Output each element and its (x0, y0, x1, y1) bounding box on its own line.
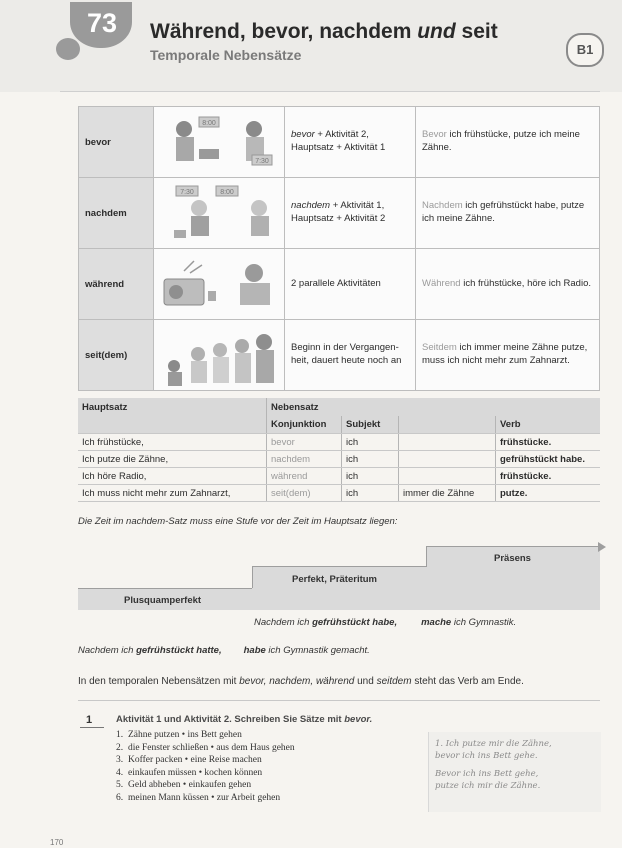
example-text: ich frühstücke, höre ich Radio. (460, 277, 591, 289)
example-1c: mache (421, 617, 452, 628)
clock-label: 7:30 (180, 189, 194, 196)
cell-konjunktion: bevor (267, 434, 342, 451)
cell-hauptsatz: Ich putze die Zähne, (78, 451, 267, 468)
example-cell (416, 178, 600, 249)
exercise-item (116, 792, 295, 805)
handwritten-line: Bevor ich ins Bett gehe, (435, 769, 539, 779)
rule-italic: nachdem (291, 200, 331, 212)
title-part1: Während, bevor, nachdem (150, 20, 418, 43)
clock-label: 8:00 (202, 120, 216, 127)
conjunction-word: nachdem (79, 178, 154, 249)
instruction-text: Aktivität 1 und Aktivität 2. Schreiben Sie Sätze mit (116, 714, 345, 725)
example-text: ich frühstücke, putze ich meine Zähne. (422, 129, 580, 153)
label-perfekt: Perfekt, Präteritum (292, 574, 378, 585)
example-2b: gefrühstückt hatte, (136, 645, 222, 656)
item-number: 4. (116, 767, 124, 778)
summary-text (78, 676, 524, 687)
cell-konjunktion: während (267, 468, 342, 485)
illustration-cell (154, 320, 285, 391)
header-verb: Verb (496, 416, 601, 434)
handwritten-line: bevor ich ins Bett gehe. (435, 751, 538, 761)
exercise-item (116, 754, 295, 767)
illustration-bevor (154, 107, 284, 177)
summary-bevor: bevor, (239, 676, 270, 687)
conjunction-row (79, 320, 600, 391)
cell-konjunktion: nachdem (267, 451, 342, 468)
illustration-cell (154, 249, 285, 320)
example-cell (416, 107, 600, 178)
timeline-line (252, 566, 253, 588)
header-konjunktion: Konjunktion (267, 416, 342, 434)
summary-pre: In den temporalen Nebensätzen mit (78, 676, 240, 687)
structure-row (78, 485, 600, 502)
timeline-line (252, 566, 426, 567)
example-2c: habe (243, 645, 266, 656)
example-text: ich immer meine Zähne putze, muss ich nicht mehr zum Zahnarzt. (422, 342, 588, 366)
conjunction-word: seit(dem) (79, 320, 154, 391)
exercise-instruction (116, 714, 372, 725)
handwritten-line: 1. Ich putze mir die Zähne, (435, 739, 552, 749)
item-text: Geld abheben • einkaufen gehen (128, 780, 252, 790)
rule-cell (285, 320, 416, 391)
cell-subjekt: ich (342, 434, 399, 451)
example-cell (416, 249, 600, 320)
cell-verb: gefrühstückt habe. (496, 451, 601, 468)
level-badge: B1 (566, 33, 604, 67)
example-cell (416, 320, 600, 391)
conjunction-table (78, 106, 600, 391)
summary-seitdem: seitdem (376, 676, 412, 687)
handwritten-line: putze ich mir die Zähne. (435, 781, 541, 791)
conjunction-row (79, 178, 600, 249)
structure-row (78, 451, 600, 468)
cell-middle (399, 434, 496, 451)
example-conjunction: Bevor (422, 129, 447, 141)
rule-text: + Aktivität 2, Hauptsatz + Aktivität 1 (291, 129, 386, 153)
cell-middle: immer die Zähne (399, 485, 496, 502)
header-nebensatz: Nebensatz (267, 398, 601, 416)
timeline-line (426, 546, 598, 547)
illustration-cell (154, 178, 285, 249)
title-und: und (417, 20, 456, 43)
rule-text: + Aktivität 1, Hauptsatz + Aktivität 2 (291, 200, 386, 224)
item-text: meinen Mann küssen • zur Arbeit gehen (128, 792, 281, 803)
structure-subheader-row (78, 416, 600, 434)
label-praesens: Präsens (494, 553, 531, 564)
cell-middle (399, 451, 496, 468)
page-number: 170 (50, 838, 64, 847)
rule-cell (285, 107, 416, 178)
cell-hauptsatz: Ich muss nicht mehr zum Zahnarzt, (78, 485, 267, 502)
tense-note: Die Zeit im nachdem-Satz muss eine Stufe vor der Zeit im Hauptsatz liegen: (78, 516, 398, 527)
cell-subjekt: ich (342, 451, 399, 468)
sentence-structure-table (78, 398, 600, 502)
structure-row (78, 468, 600, 485)
item-text: die Fenster schließen • aus dem Haus gehen (128, 742, 295, 753)
rule-cell (285, 178, 416, 249)
timeline-line (426, 546, 427, 567)
chapter-badge (56, 2, 126, 62)
label-plusquamperfekt: Plusquamperfekt (124, 595, 202, 606)
timeline-example-1 (254, 617, 516, 628)
rule-text: Beginn in der Vergangen-heit, dauert heute noch an (291, 342, 402, 366)
example-2d: ich Gymnastik gemacht. (265, 645, 370, 656)
summary-post: steht das Verb am Ende. (411, 676, 524, 687)
conjunction-word: bevor (79, 107, 154, 178)
chapter-number: 73 (86, 8, 118, 38)
item-text: Zähne putzen • ins Bett gehen (128, 730, 242, 740)
exercise-number: 1 (86, 714, 93, 726)
example-1a: Nachdem ich (254, 617, 313, 628)
conjunction-word: während (79, 249, 154, 320)
cell-hauptsatz: Ich höre Radio, (78, 468, 267, 485)
summary-waehrend: während (315, 676, 355, 687)
header-empty (78, 416, 267, 434)
example-1b: gefrühstückt habe, (312, 617, 398, 628)
example-conjunction: Nachdem (422, 200, 463, 212)
page-subtitle: Temporale Nebensätze (150, 47, 302, 63)
cell-konjunktion: seit(dem) (267, 485, 342, 502)
structure-row (78, 434, 600, 451)
cell-verb: frühstücke. (496, 468, 601, 485)
exercise-item (116, 729, 295, 742)
example-2a: Nachdem ich (78, 645, 137, 656)
summary-und: und (354, 676, 377, 687)
item-number: 2. (116, 742, 124, 753)
cell-hauptsatz: Ich frühstücke, (78, 434, 267, 451)
exercise-list (116, 729, 295, 804)
chapter-badge-dot (56, 38, 80, 60)
item-number: 3. (116, 755, 124, 765)
timeline-example-2 (78, 645, 370, 656)
example-conjunction: Während (422, 277, 461, 289)
item-number: 5. (116, 780, 124, 790)
rule-text: 2 parallele Aktivitäten (291, 277, 381, 289)
timeline-arrow-icon (598, 542, 606, 552)
page-title (150, 20, 498, 44)
clock-label: 8:00 (220, 189, 234, 196)
structure-header-row (78, 398, 600, 416)
item-number: 1. (116, 730, 124, 740)
title-part2: seit (455, 20, 498, 43)
summary-nachdem: nachdem, (269, 676, 316, 687)
rule-italic: bevor (291, 129, 315, 141)
handwritten-answer (428, 732, 601, 812)
conjunction-row (79, 249, 600, 320)
example-conjunction: Seitdem (422, 342, 457, 354)
exercise-item (116, 779, 295, 792)
item-text: Koffer packen • eine Reise machen (128, 755, 262, 765)
item-number: 6. (116, 792, 124, 803)
cell-verb: putze. (496, 485, 601, 502)
header-middle (399, 416, 496, 434)
clock-label: 7:30 (255, 158, 269, 165)
cell-subjekt: ich (342, 468, 399, 485)
timeline-line (78, 588, 252, 589)
instruction-word: bevor. (344, 714, 373, 725)
header-subjekt: Subjekt (342, 416, 399, 434)
illustration-cell (154, 107, 285, 178)
cell-middle (399, 468, 496, 485)
conjunction-row (79, 107, 600, 178)
item-text: einkaufen müssen • kochen können (128, 767, 263, 778)
header-divider (60, 91, 600, 92)
exercise-number-underline (80, 727, 104, 728)
illustration-nachdem (154, 178, 284, 248)
exercise-item (116, 742, 295, 755)
cell-subjekt: ich (342, 485, 399, 502)
exercise-item (116, 767, 295, 780)
header-hauptsatz: Hauptsatz (78, 398, 267, 416)
illustration-seitdem (154, 320, 284, 390)
example-1d: ich Gymnastik. (451, 617, 517, 628)
rule-cell (285, 249, 416, 320)
section-divider (78, 700, 600, 701)
illustration-waehrend (154, 249, 284, 319)
example-text: ich gefrühstückt habe, putze ich meine Zähne. (422, 200, 585, 224)
cell-verb: frühstücke. (496, 434, 601, 451)
